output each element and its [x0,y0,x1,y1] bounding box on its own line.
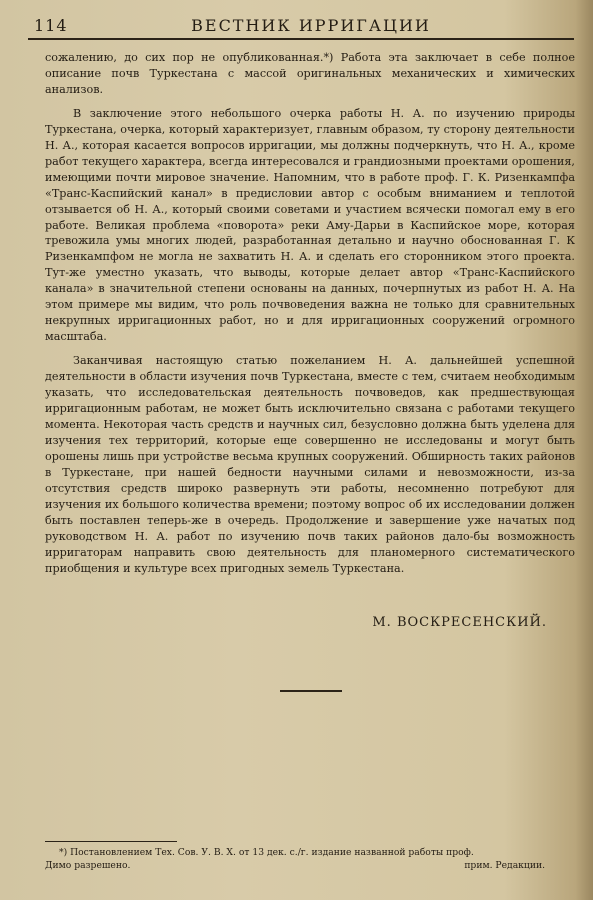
author-signature: М. ВОСКРЕСЕНСКИЙ. [372,615,547,630]
footnote-text-line2: Димо разрешено. [45,860,131,871]
section-divider [280,690,342,692]
running-title: ВЕСТНИК ИРРИГАЦИИ [191,16,431,35]
page-header [28,14,574,38]
paragraph-conclusion: В заключение этого небольшого очерка работы Н. А. по изучению природы Туркестана, очерка, который характеризует, главным образом, ту сторону деятельности Н. А., которая касается вопросов ирригации, мы должны подчеркнуть, что Н. А., кроме работ текущего характера, всегда интересовался и грандиозными проектами орошения, имеющими почти мировое значение. Напомним, что в работе проф. Г. К. Ризенкампфа «Транс-Каспийский канал» в предисловии автор с особым вниманием и теплотой отзывается об Н. А., который своими советами и участием всячески помогал ему в его работе. Великая проблема «поворота» реки Аму-Дарьи в Каспийское море, которая тревожила умы многих людей, разработанная детально и научно обоснованная Г. К Ризенкампфом не могла не захватить Н. А. и сделать его сторонником этого проекта. Тут-же уместно указать, что выводы, которые делает автор «Транс-Каспийского канала» в значительной степени основаны на данных, почерпнутых из работ Н. А. На этом примере мы видим, что роль почвоведения важна не только для сравнительных некрупных ирригационных работ, но и для ирригационных сооружений огромного масштаба. [45,106,575,344]
article-body [45,50,575,585]
footnote-text-line1: *) Постановлением Тех. Сов. У. В. Х. от 13 дек. с./г. издание названной работы проф. [59,847,474,858]
paragraph-closing: Заканчивая настоящую статью пожеланием Н. А. дальнейшей успешной деятельности в области изучения почв Туркестана, вместе с тем, считаем необходимым указать, что исследовательская деятельность почвоведов, как предшествующая ирригационным работам, не может быть исключительно связана с работами текущего момента. Некоторая часть средств и научных сил, безусловно должна быть уделена для изучения тех территорий, которые еще совершенно не исследованы и могут быть орошены лишь при устройстве весьма крупных сооружений. Обширность таких районов в Туркестане, при нашей бедности научными силами и невозможности, из-за отсутствия средств широко развернуть эти работы, несомненно потребуют для изучения их большого количества времени; поэтому вопрос об их исследовании должен быть поставлен теперь-же в очередь. Продолжение и завершение уже начатых под руководством Н. А. работ по изучению почв таких районов дало-бы возможность ирригаторам направить свою деятельность для планомерного систематического приобщения и культуре всех пригодных земель Туркестана. [45,354,575,575]
footnote-editor-note: прим. Редакции. [464,860,545,871]
page-number: 114 [34,16,68,35]
paragraph-continuation: сожалению, до сих пор не опубликованная.*) Работа эта заключает в себе полное описание почв Туркестана с массой оригинальных механических и химических анализов. [45,51,575,96]
footnote-text-line2-row [45,859,575,872]
header-rule [28,38,574,40]
footnote [45,846,575,872]
footnote-rule [45,841,177,842]
